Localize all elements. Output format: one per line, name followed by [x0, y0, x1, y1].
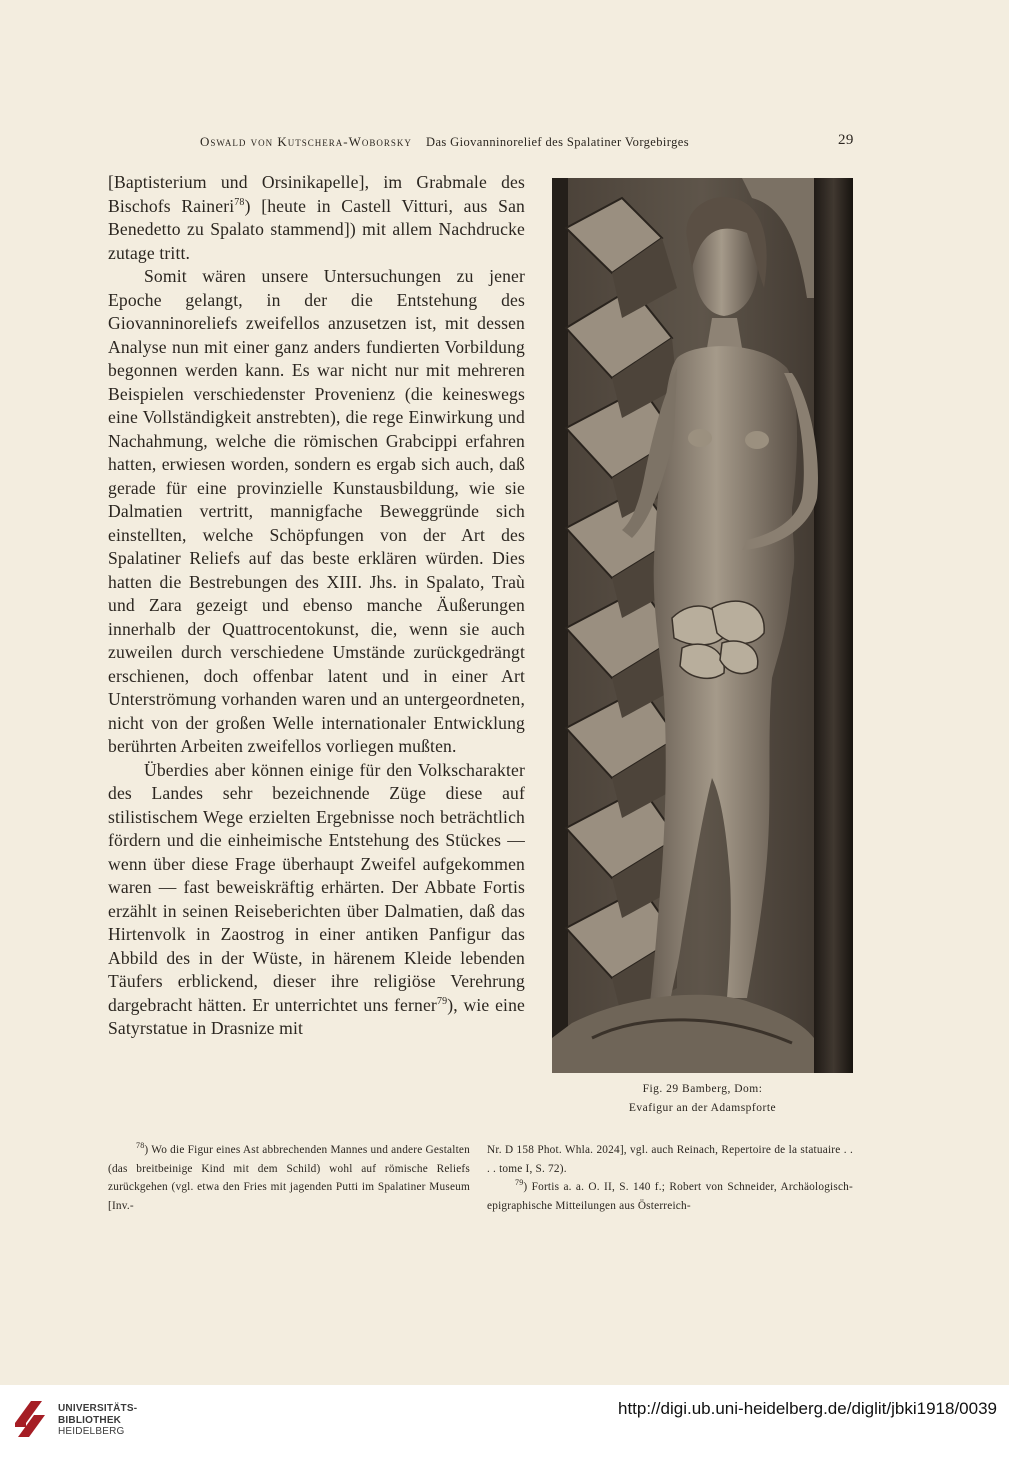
digitization-footer [0, 1385, 1009, 1460]
footnote-79 [487, 1178, 853, 1215]
paragraph-2: Somit wären unsere Untersuchungen zu jener Epoche gelangt, in der die Entstehung des Giovanninoreliefs zweifellos anzusetzen ist, mit dessen Analyse nun mit einer ganz anders fundierten Vorbildung begonnen werden kann. Es war nicht nur mit mehreren Beispielen verschiedenster Provenienz (die keineswegs eine Vollständigkeit anstrebten), die rege Einwirkung und Nachahmung, welche die römischen Grabcippi erfahren hatten, erwiesen worden, sondern es ergab sich auch, daß gerade für eine provinzielle Kunstausbildung, wie sie Dalmatien vertritt, mannigfache Beweggründe sich einstellten, welche Schöpfungen von der Art des Spalatiner Reliefs auf das beste erklären würden. Dies hatten die Bestrebungen des XIII. Jhs. in Spalato, Traù und Zara gezeigt und ebenso manche Äußerungen innerhalb der Quattrocentokunst, die, wenn sie auch zuweilen durch verschiedene Umstände zurückgedrängt erschienen, doch offenbar latent und in einer Art Unterströmung vorhanden waren und an untergeordneten, nicht von der großen Welle internationaler Entwicklung berührten Arbeiten zweifellos vorliegen mußten. [108, 266, 525, 756]
running-title [200, 134, 689, 150]
footnote-ref-79[interactable]: 79 [436, 995, 448, 1007]
paragraph-3 [108, 759, 525, 1041]
footnote-78 [108, 1141, 470, 1215]
paragraph-3-rest: ), wie eine Satyrstatue in Drasnize mit [108, 994, 525, 1038]
figure-eve-sculpture-photo [552, 178, 853, 1073]
library-name-line-1: UNIVERSITÄTS- [58, 1403, 138, 1414]
library-name [58, 1403, 137, 1438]
footnote-79-number: 79 [515, 1178, 524, 1188]
paragraph-1 [108, 171, 525, 265]
caption-line-1: Fig. 29 Bamberg, Dom: [642, 1083, 763, 1095]
footnote-78-number: 78 [136, 1141, 145, 1151]
body-text-column [108, 171, 525, 1041]
library-name-line-2: BIBLIOTHEK [58, 1414, 122, 1426]
permalink-url[interactable]: http://digi.ub.uni-heidelberg.de/diglit/jbki1918/0039 [618, 1399, 997, 1418]
page-number: 29 [838, 132, 854, 148]
paragraph-3-text: Überdies aber können einige für den Volkscharakter des Landes sehr bezeichnende Züge diese auf stilistischem Wege erzielten Ergebnisse noch beträchtlich fördern und die einheimische Entstehung des Stückes — wenn über diese Frage überhaupt Zweifel aufgekommen waren — fast beweiskräftig erhärten. Der Abbate Fortis erzählt in seinen Reiseberichten über Dalmatien, daß das Hirtenvolk in Zaostrog in einer antiken Panfigur das Abbild des in der Wüste, in härenem Kleide lebenden Täufers erblickend, dieser ihre religiöse Verehrung dargebracht hätten. Er unterrichtet uns ferner [108, 759, 525, 1015]
figure-caption [552, 1080, 853, 1118]
footnote-79-text: ) Fortis a. a. O. II, S. 140 f.; Robert von Schneider, Archäologisch-epigraphische Mitteilungen aus Österreich- [487, 1181, 853, 1212]
footnote-ref-78[interactable]: 78 [234, 196, 245, 208]
footnote-78-text: ) Wo die Figur eines Ast abbrechenden Mannes und andere Gestalten (das breitbeinige Kind mit dem Schild) wohl auf römische Reliefs zurückgehen (vgl. etwa den Fries mit jagenden Putti im Spalatiner Museum [Inv.- [108, 1144, 470, 1212]
footnotes-left [108, 1141, 470, 1215]
library-name-line-3: HEIDELBERG [58, 1426, 125, 1437]
eve-sculpture-image [552, 178, 853, 1073]
university-library-logo-icon [12, 1397, 46, 1441]
caption-line-2: Evafigur an der Adamspforte [628, 1102, 777, 1114]
running-header [0, 134, 1009, 154]
paragraph-1-text: [Baptisterium und Orsinikapelle], im Grabmale des Bischofs Raineri [108, 172, 525, 216]
header-title: Das Giovanninorelief des Spalatiner Vorgebirges [426, 135, 689, 149]
footnotes-right [487, 1141, 853, 1215]
footnote-78-continuation: Nr. D 158 Phot. Whla. 2024], vgl. auch Reinach, Repertoire de la statuaire . . . . tome I, S. 72). [487, 1144, 853, 1175]
header-author: Oswald von Kutschera-Woborsky [200, 134, 412, 149]
paragraph-1-rest: ) [heute in Castell Vitturi, aus San Benedetto zu Spalato stammend]) mit allem Nachdrucke zutage tritt. [108, 195, 525, 263]
